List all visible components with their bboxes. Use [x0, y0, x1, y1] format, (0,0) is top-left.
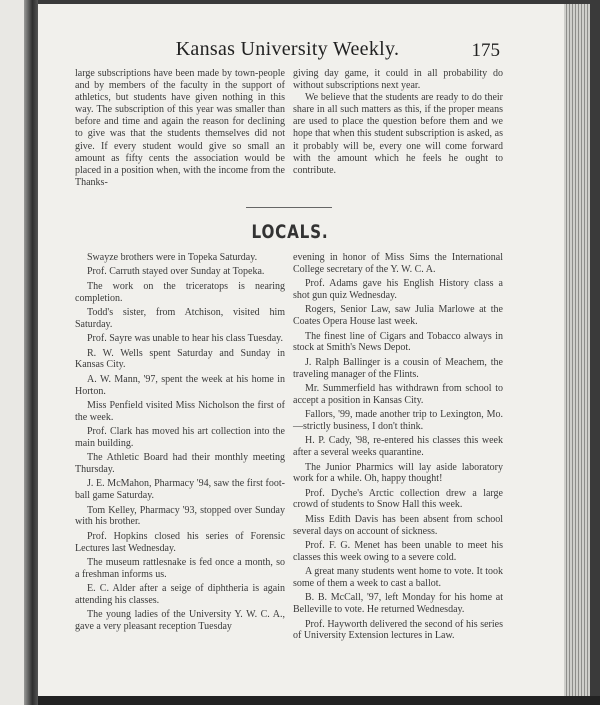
local-item: Swayze brothers were in Topeka Saturday.	[87, 252, 258, 263]
local-item: Prof. Clark has moved his art collection into the main building.	[75, 426, 285, 449]
publication-title: Kansas University Weekly.	[175, 38, 400, 60]
editorial-right-column	[293, 68, 503, 177]
local-item: Mr. Summerfield has withdrawn from school to accept a position in Kansas City.	[293, 382, 503, 406]
paragraph: large subscriptions have been made by town-people and by members of the faculty in the support of athletics, but students have given nothing in this way. The subscription of this year was smaller than before and time and again the reason for declining to give was that the students themselves did not give. If every student would give so small an amount as fifty cents the association would be placed in a position when, with the income from the Thanks-	[75, 68, 285, 188]
local-item: J. Ralph Ballinger is a cousin of Meachem, the traveling manager of the Flints.	[293, 356, 503, 380]
local-item: R. W. Wells spent Saturday and Sunday in Kansas City.	[75, 347, 285, 371]
running-header	[75, 38, 500, 64]
section-divider	[246, 207, 332, 208]
facing-page-edge	[0, 0, 24, 705]
book-gutter	[24, 0, 38, 705]
local-item: Tom Kelley, Pharmacy '93, stopped over Sunday with his brother.	[75, 504, 285, 528]
local-item: Prof. Hayworth delivered the second of his series of University Extension lectures in Law.	[293, 618, 503, 642]
local-item: The work on the triceratops is nearing completion.	[75, 280, 285, 304]
local-item: Prof. Adams gave his English History class a shot gun quiz Wednesday.	[293, 278, 503, 301]
local-item: The finest line of Cigars and Tobacco always in stock at Smith's News Depot.	[293, 330, 503, 354]
local-item: E. C. Alder after a seige of diphtheria is again attending his classes.	[75, 583, 285, 607]
local-item: The museum rattlesnake is fed once a month, so a freshman informs us.	[75, 557, 285, 580]
local-item: H. P. Cady, '98, re-entered his classes this week after a several weeks quarantine.	[293, 435, 503, 459]
scan-border	[38, 696, 600, 705]
page-stack-edges	[564, 4, 590, 696]
locals-left-column	[75, 252, 285, 636]
local-item: Prof. Sayre was unable to hear his class Tuesday.	[87, 333, 283, 345]
local-item: Prof. F. G. Menet has been unable to meet his classes this week owing to a severe cold.	[293, 540, 503, 563]
local-item: The young ladies of the University Y. W. C. A., gave a very pleasant reception Tuesday	[75, 609, 285, 633]
locals-right-column	[293, 252, 503, 645]
local-item: A great many students went home to vote. It took some of them a week to cast a ballot.	[293, 566, 503, 590]
paragraph: We believe that the students are ready to do their share in all such matters as this, if the proper means are used to place the question before them and we hope that when this student subscription is asked, as it probably will be, every one will come forward with the amount which he feels he ought to contribute.	[293, 92, 503, 176]
local-item: The Athletic Board had their monthly meeting Thursday.	[75, 452, 285, 476]
page-number: 175	[471, 40, 500, 61]
local-item: A. W. Mann, '97, spent the week at his home in Horton.	[75, 373, 285, 397]
local-item: Miss Penfield visited Miss Nicholson the first of the week.	[75, 399, 285, 423]
local-item: Fallors, '99, made another trip to Lexington, Mo.—strictly business, I don't think.	[293, 409, 503, 432]
local-item: Miss Edith Davis has been absent from school several days on account of sickness.	[293, 513, 503, 537]
section-heading: LOCALS.	[251, 221, 329, 243]
local-item: The Junior Pharmics will lay aside laboratory work for a while. Oh, happy thought!	[293, 461, 503, 485]
local-item: Prof. Hopkins closed his series of Forensic Lectures last Wednesday.	[75, 530, 285, 554]
local-item: Prof. Dyche's Arctic collection drew a large crowd of students to Snow Hall this week.	[293, 487, 503, 511]
editorial-left-column	[75, 68, 285, 189]
paragraph: giving day game, it could in all probability do without subscriptions next year.	[293, 68, 503, 92]
local-item: Todd's sister, from Atchison, visited him Saturday.	[75, 306, 285, 330]
local-item: evening in honor of Miss Sims the International College secretary of the Y. W. C. A.	[293, 252, 503, 275]
local-item: Rogers, Senior Law, saw Julia Marlowe at the Coates Opera House last week.	[293, 304, 503, 328]
local-item: B. B. McCall, '97, left Monday for his home at Belleville to vote. He returned Wednesday.	[293, 592, 503, 616]
local-item: Prof. Carruth stayed over Sunday at Topeka.	[87, 266, 265, 278]
local-item: J. E. McMahon, Pharmacy '94, saw the first foot-ball game Saturday.	[75, 478, 285, 502]
